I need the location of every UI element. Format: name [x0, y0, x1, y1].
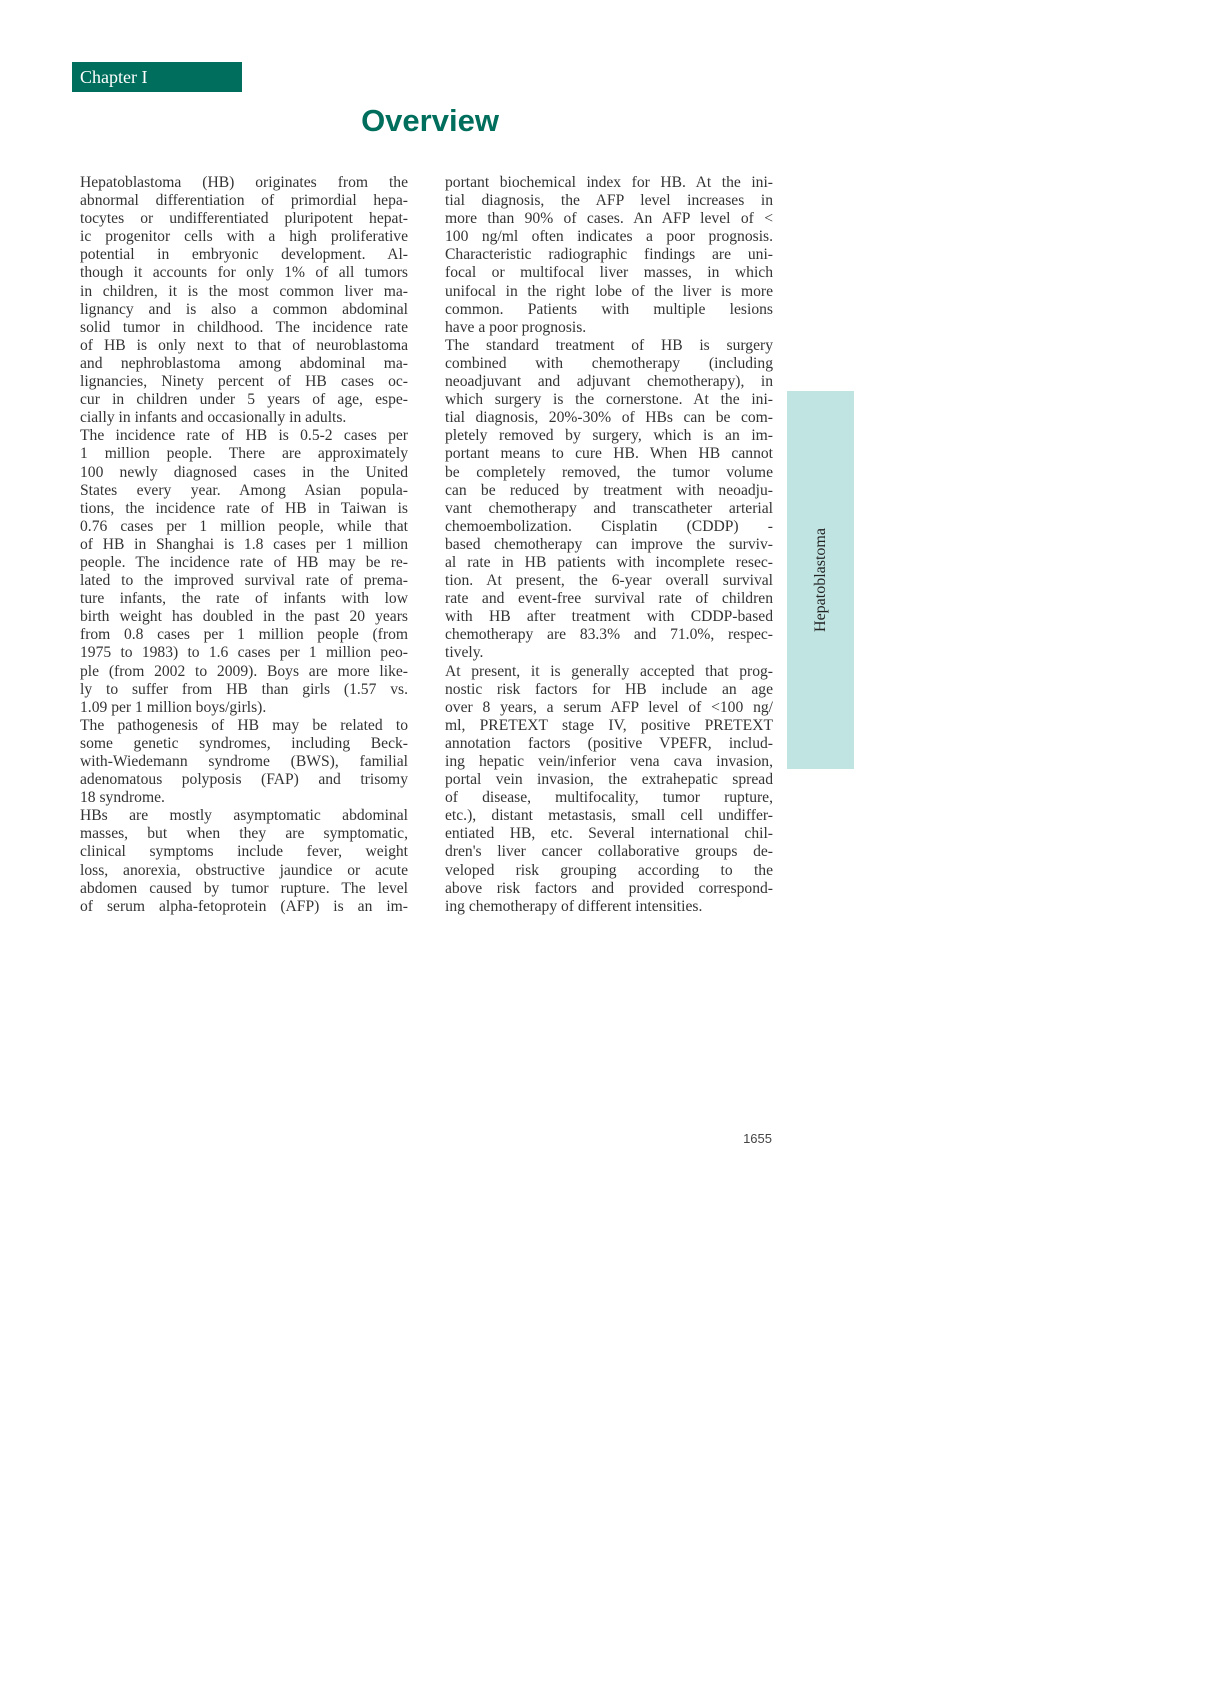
text-line: portant biochemical index for HB. At the ini- — [445, 174, 773, 191]
text-line: ly to suffer from HB than girls (1.57 vs. — [80, 680, 408, 698]
paragraph — [80, 427, 408, 717]
text-line: Hepatoblastoma (HB) originates from the — [80, 174, 408, 191]
text-line: Characteristic radiographic findings are uni- — [445, 246, 773, 264]
text-line: abdomen caused by tumor rupture. The level — [80, 879, 408, 897]
text-line: some genetic syndromes, including Beck- — [80, 734, 408, 752]
text-line: common. Patients with multiple lesions — [445, 300, 773, 318]
text-line: with HB after treatment with CDDP-based — [445, 608, 773, 626]
text-line: and nephroblastoma among abdominal ma- — [80, 354, 408, 372]
text-line: entiated HB, etc. Several international chil- — [445, 825, 773, 843]
text-line: of HB is only next to that of neuroblastoma — [80, 336, 408, 354]
text-line: tively. — [445, 644, 484, 662]
paragraph — [445, 663, 773, 916]
text-line: birth weight has doubled in the past 20 years — [80, 608, 408, 626]
text-line: States every year. Among Asian popula- — [80, 481, 408, 499]
text-line: ple (from 2002 to 2009). Boys are more like- — [80, 662, 408, 680]
paragraph — [80, 717, 408, 807]
page-number: 1655 — [743, 1131, 772, 1146]
text-line: 100 ng/ml often indicates a poor prognosis. — [445, 228, 773, 246]
text-line: from 0.8 cases per 1 million people (from — [80, 626, 408, 644]
text-line: of disease, multifocality, tumor rupture, — [445, 789, 773, 807]
text-line: with-Wiedemann syndrome (BWS), familial — [80, 753, 408, 770]
text-line: At present, it is generally accepted that prog- — [445, 662, 773, 680]
text-line: HBs are mostly asymptomatic abdominal — [80, 807, 408, 825]
text-line: chemoembolization. Cisplatin (CDDP) - — [445, 517, 773, 535]
text-line: clinical symptoms include fever, weight — [80, 843, 408, 861]
text-line: cur in children under 5 years of age, espe- — [80, 391, 408, 409]
text-line: veloped risk grouping according to the — [445, 861, 773, 879]
text-line: ic progenitor cells with a high proliferative — [80, 228, 408, 246]
text-line: lignancies, Ninety percent of HB cases oc- — [80, 373, 408, 391]
text-line: over 8 years, a serum AFP level of <100 ng/ — [445, 698, 773, 716]
text-line: tion. At present, the 6-year overall survival — [445, 572, 773, 590]
text-line: nostic risk factors for HB include an age — [445, 680, 773, 698]
text-line: The standard treatment of HB is surgery — [445, 336, 773, 354]
text-line: masses, but when they are symptomatic, — [80, 825, 408, 843]
text-line: which surgery is the cornerstone. At the ini- — [445, 391, 773, 409]
text-line: potential in embryonic development. Al- — [80, 246, 408, 264]
text-line: chemotherapy are 83.3% and 71.0%, respec- — [445, 626, 773, 644]
text-line: combined with chemotherapy (including — [445, 354, 773, 372]
text-line: can be reduced by treatment with neoadju- — [445, 481, 773, 499]
text-line: annotation factors (positive VPEFR, includ- — [445, 734, 773, 752]
right-text-column — [445, 174, 773, 916]
text-line: people. The incidence rate of HB may be re- — [80, 553, 408, 571]
text-line: have a poor prognosis. — [445, 318, 587, 336]
text-line: ing hepatic vein/inferior vena cava invasion, — [445, 753, 773, 770]
text-line: tions, the incidence rate of HB in Taiwan is — [80, 499, 408, 517]
text-line: be completely removed, the tumor volume — [445, 463, 773, 481]
text-line: unifocal in the right lobe of the liver is more — [445, 282, 773, 300]
text-line: 0.76 cases per 1 million people, while that — [80, 517, 408, 535]
side-section-tab — [787, 391, 854, 769]
side-section-label: Hepatoblastoma — [811, 528, 829, 632]
text-line: rate and event-free survival rate of children — [445, 590, 773, 608]
paragraph — [80, 807, 408, 916]
text-line: 100 newly diagnosed cases in the United — [80, 463, 408, 481]
text-line: lated to the improved survival rate of prema- — [80, 572, 408, 590]
text-line: though it accounts for only 1% of all tumors — [80, 264, 408, 282]
text-line: vant chemotherapy and transcatheter arterial — [445, 499, 773, 517]
text-line: abnormal differentiation of primordial hepa- — [80, 192, 408, 210]
text-line: based chemotherapy can improve the surviv- — [445, 535, 773, 553]
text-line: pletely removed by surgery, which is an im- — [445, 427, 773, 445]
paragraph — [80, 174, 408, 427]
text-line: lignancy and is also a common abdominal — [80, 300, 408, 318]
text-line: solid tumor in childhood. The incidence rate — [80, 318, 408, 336]
text-line: ml, PRETEXT stage IV, positive PRETEXT — [445, 716, 773, 734]
text-line: The incidence rate of HB is 0.5-2 cases per — [80, 427, 408, 445]
text-line: etc.), distant metastasis, small cell undiffer- — [445, 807, 773, 825]
text-line: portal vein invasion, the extrahepatic spread — [445, 771, 773, 789]
text-line: more than 90% of cases. An AFP level of < — [445, 210, 773, 228]
text-line: cially in infants and occasionally in adults. — [80, 409, 347, 427]
text-line: of HB in Shanghai is 1.8 cases per 1 million — [80, 535, 408, 553]
text-line: above risk factors and provided correspond- — [445, 879, 773, 897]
text-line: of serum alpha-fetoprotein (AFP) is an im- — [80, 897, 408, 915]
text-line: al rate in HB patients with incomplete resec- — [445, 553, 773, 571]
paragraph — [445, 174, 773, 337]
text-line: 1975 to 1983) to 1.6 cases per 1 million peo- — [80, 644, 408, 662]
text-line: ing chemotherapy of different intensities. — [445, 897, 703, 915]
chapter-label: Chapter I — [72, 62, 242, 92]
text-line: focal or multifocal liver masses, in which — [445, 264, 773, 282]
text-line: in children, it is the most common liver ma- — [80, 282, 408, 300]
text-line: 18 syndrome. — [80, 789, 165, 807]
left-text-column — [80, 174, 408, 916]
text-line: 1 million people. There are approximately — [80, 445, 408, 463]
paragraph — [445, 337, 773, 663]
text-line: portant means to cure HB. When HB cannot — [445, 445, 773, 463]
text-line: The pathogenesis of HB may be related to — [80, 716, 408, 734]
text-line: dren's liver cancer collaborative groups de- — [445, 843, 773, 861]
text-line: ture infants, the rate of infants with low — [80, 590, 408, 608]
text-line: 1.09 per 1 million boys/girls). — [80, 698, 267, 716]
text-line: loss, anorexia, obstructive jaundice or acute — [80, 861, 408, 879]
text-line: tocytes or undifferentiated pluripotent hepat- — [80, 210, 408, 228]
text-line: adenomatous polyposis (FAP) and trisomy — [80, 771, 408, 789]
text-line: tial diagnosis, the AFP level increases in — [445, 192, 773, 210]
page-title: Overview — [361, 103, 499, 138]
text-line: neoadjuvant and adjuvant chemotherapy), in — [445, 373, 773, 391]
text-line: tial diagnosis, 20%-30% of HBs can be com- — [445, 409, 773, 427]
